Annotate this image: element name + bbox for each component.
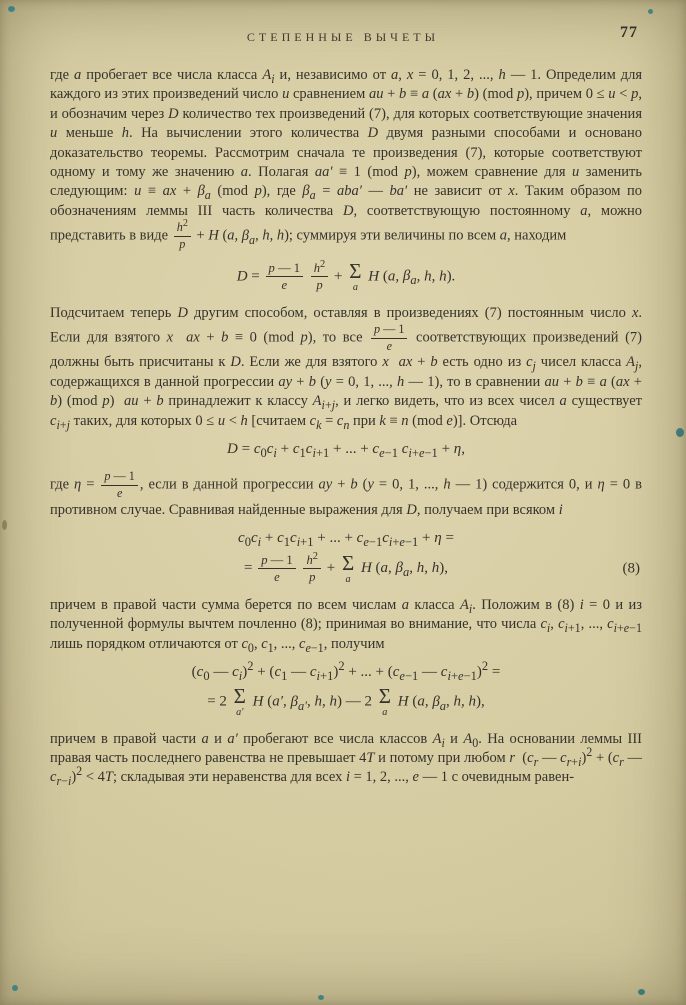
page-header: [0, 0, 686, 52]
paragraph-2: Подсчитаем теперь D другим способом, оставляя в произведениях (7) постоянным число x. Если для взятого x ax + b ≡ 0 (mod p), то все $\frac{p — 1}{e}$ соответствующих произведений (7) должны быть присчитаны к D. Если же для взятого x ax + b есть одно из $c_j$ чисел класса $A_j$, содержащихся в данной прогрессии ay + b (y = 0, 1, ..., h — 1), то в сравнении au + b ≡ a (ax + b) (mod p) au + b принадлежит к классу $A_{i+j}$, и легко видеть, что из всех чисел a существует $c_{i+j}$ таких, для которых 0 ≤ u < h [считаем $c_k = c_n$ при k ≡ n (mod e)]. Отсюда: [50, 304, 643, 432]
scan-speck: [2, 520, 7, 530]
scan-speck: [318, 995, 324, 1000]
running-title: СТЕПЕННЫЕ ВЫЧЕТЫ: [246, 30, 440, 44]
scan-speck: [676, 428, 684, 437]
equation-4-line-2: = 2 Σ a′ H (a′, $\beta_{a'}$, h, h) — 2 Σ a H (a, $\beta_a$, h, h),: [207, 684, 485, 719]
scan-speck: [12, 985, 18, 991]
equation-1: D = $\frac{p — 1}{e}$ $\frac{h^2}{p}$ + Σ a H (a, $\beta_a$, h, h).: [236, 258, 456, 293]
equation-number: (8): [622, 559, 640, 576]
equation-2: $D = c_0c_i + c_1c_{i+1}$ + ... + $c_{e-1}$ $c_{i+e-1} + \eta$,: [227, 441, 465, 461]
page-body: [0, 52, 686, 788]
equation-3-line-1: $c_0c_i + c_1c_{i+1}$ + ... + $c_{e-1}c_{i+e-1} + \eta$ =: [238, 530, 454, 550]
paragraph-3: где η = $\frac{p — 1}{e}$ , если в данной прогрессии ay + b (y = 0, 1, ..., h — 1) содержится 0, и η = 0 в противном случае. Сравнивая найденные выражения для D, получаем при всяком i: [50, 469, 642, 518]
scan-speck: [638, 989, 645, 995]
paragraph-1: где a пробегает все числа класса $A_i$ и, независимо от a, x = 0, 1, 2, ..., h — 1. Определим для каждого из этих произведений число u сравнением au + b ≡ a (ax + b) (mod p), причем 0 ≤ u < p, и обозначим через D количество тех произведений (7), для которых соответствующие значения u меньше h. На вычислении этого количества D двумя разными способами и основано доказательство теоремы. Рассмотрим сначала те произведения (7), которые соответствуют одному и тому же значению a. Полагая aa′ ≡ 1 (mod p), можем сравнение для u заменить следующим: u ≡ ax + $\beta_a$ (mod p), где $\beta_a = aba'$ — ba′ не зависит от x. Таким образом по обозначениям леммы III часть количества D, соответствующую постоянному a, можно представить в виде $\frac{h^2}{p}$ + H (a, $\beta_a$, h, h); суммируя эти величины по всем a, находим: [50, 67, 643, 251]
equation-4-line-1: ($c_0$ — $c_i)^2 + (c_1$ — $c_{i+1})^2$ + ... + ($c_{e-1}$ — $c_{i+e-1})^2$ =: [191, 658, 501, 683]
page-number: 77: [620, 24, 638, 41]
paragraph-5: причем в правой части a и a′ пробегают все числа классов $A_i$ и $A_0$. На основании леммы III правая часть последнего равенства не превышает 4T и потому при любом r ($c_r$ — $c_{r+i})^2 + (c_r$ — $c_{r-i})^2 < 4T$; складывая эти неравенства для всех i = 1, 2, ..., e — 1 с очевидным равен-: [50, 730, 643, 789]
equation-3-body: = $\frac{p — 1}{e}$ $\frac{h^2}{p}$ + Σ a H (a, $\beta_a$, h, h),: [243, 550, 449, 585]
paragraph-4: причем в правой части сумма берется по всем числам a класса $A_i$. Положим в (8) i = 0 и из полученной формулы вычтем почленно (8); принимая во внимание, что числа $c_i$, $c_{i+1}$, ..., $c_{i+e-1}$ лишь порядком отличаются от $c_0$, $c_1$, ..., $c_{e-1}$, получим: [50, 596, 642, 655]
equation-3-line-2: [50, 550, 642, 585]
